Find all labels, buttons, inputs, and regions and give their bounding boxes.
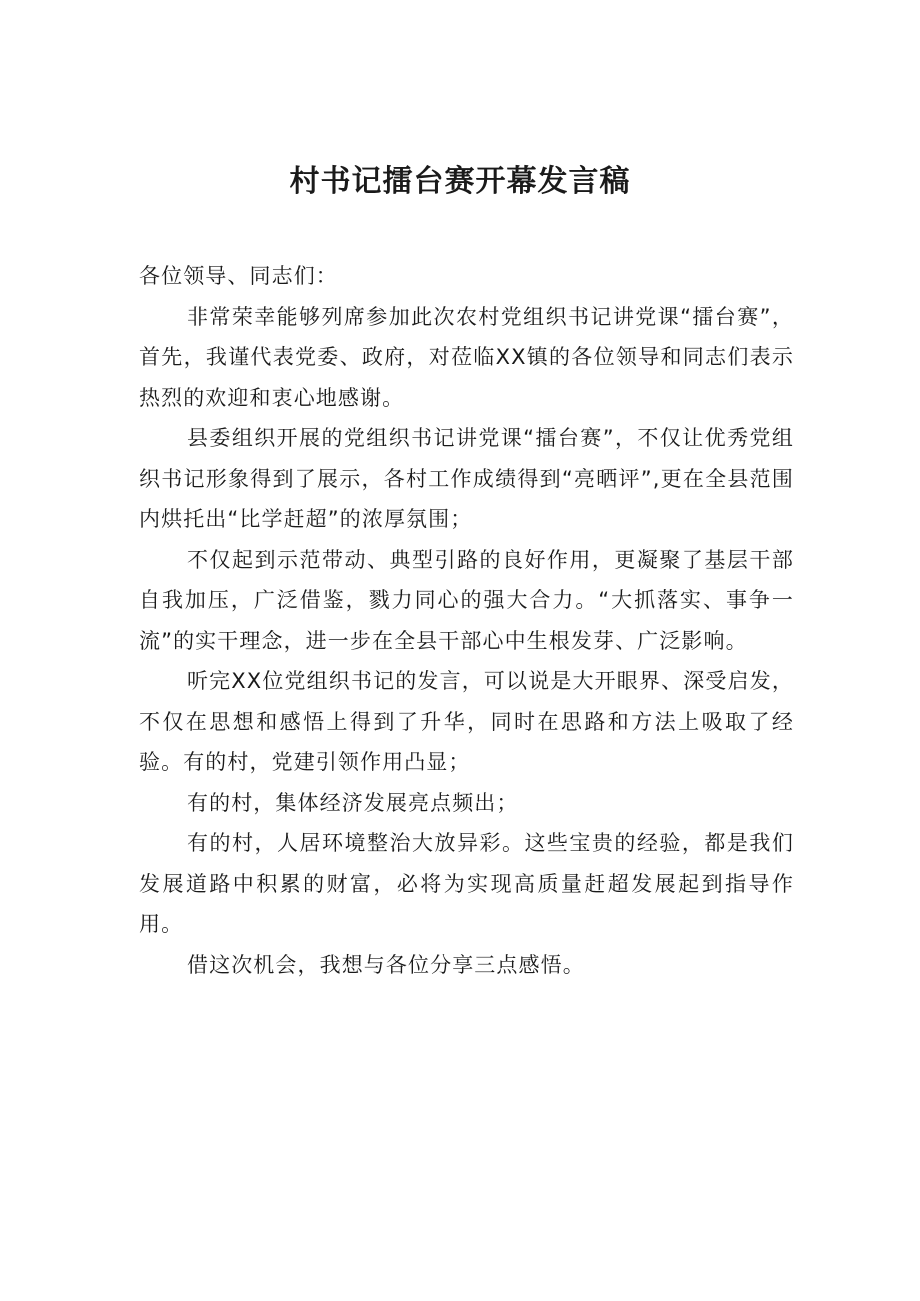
paragraph-6: 有的村，人居环境整治大放异彩。这些宝贵的经验，都是我们发展道路中积累的财富，必将为实现高质量赶超发展起到指导作用。 <box>139 831 794 936</box>
paragraph-1: 非常荣幸能够列席参加此次农村党组织书记讲党课“擂台赛”，首先，我谨代表党委、政府，对莅临XX镇的各位领导和同志们表示热烈的欢迎和衷心地感谢。 <box>139 304 794 410</box>
paragraph-5: 有的村，集体经济发展亮点频出； <box>187 790 519 815</box>
paragraph-7: 借这次机会，我想与各位分享三点感悟。 <box>187 952 585 977</box>
document-title: 村书记擂台赛开幕发言稿 <box>289 164 631 199</box>
document-body <box>139 256 794 985</box>
paragraph-3: 不仅起到示范带动、典型引路的良好作用，更凝聚了基层干部自我加压，广泛借鉴，戮力同心的强大合力。“大抓落实、事争一流”的实干理念，进一步在全县干部心中生根发芽、广泛影响。 <box>139 547 794 653</box>
paragraph-2: 县委组织开展的党组织书记讲党课“擂台赛”，不仅让优秀党组织书记形象得到了展示，各村工作成绩得到“亮晒评”,更在全县范围内烘托出“比学赶超”的浓厚氛围； <box>139 426 794 531</box>
paragraph-4: 听完XX位党组织书记的发言，可以说是大开眼界、深受启发，不仅在思想和感悟上得到了升华，同时在思路和方法上吸取了经验。有的村，党建引领作用凸显； <box>139 669 794 774</box>
salutation: 各位领导、同志们： <box>139 264 338 288</box>
